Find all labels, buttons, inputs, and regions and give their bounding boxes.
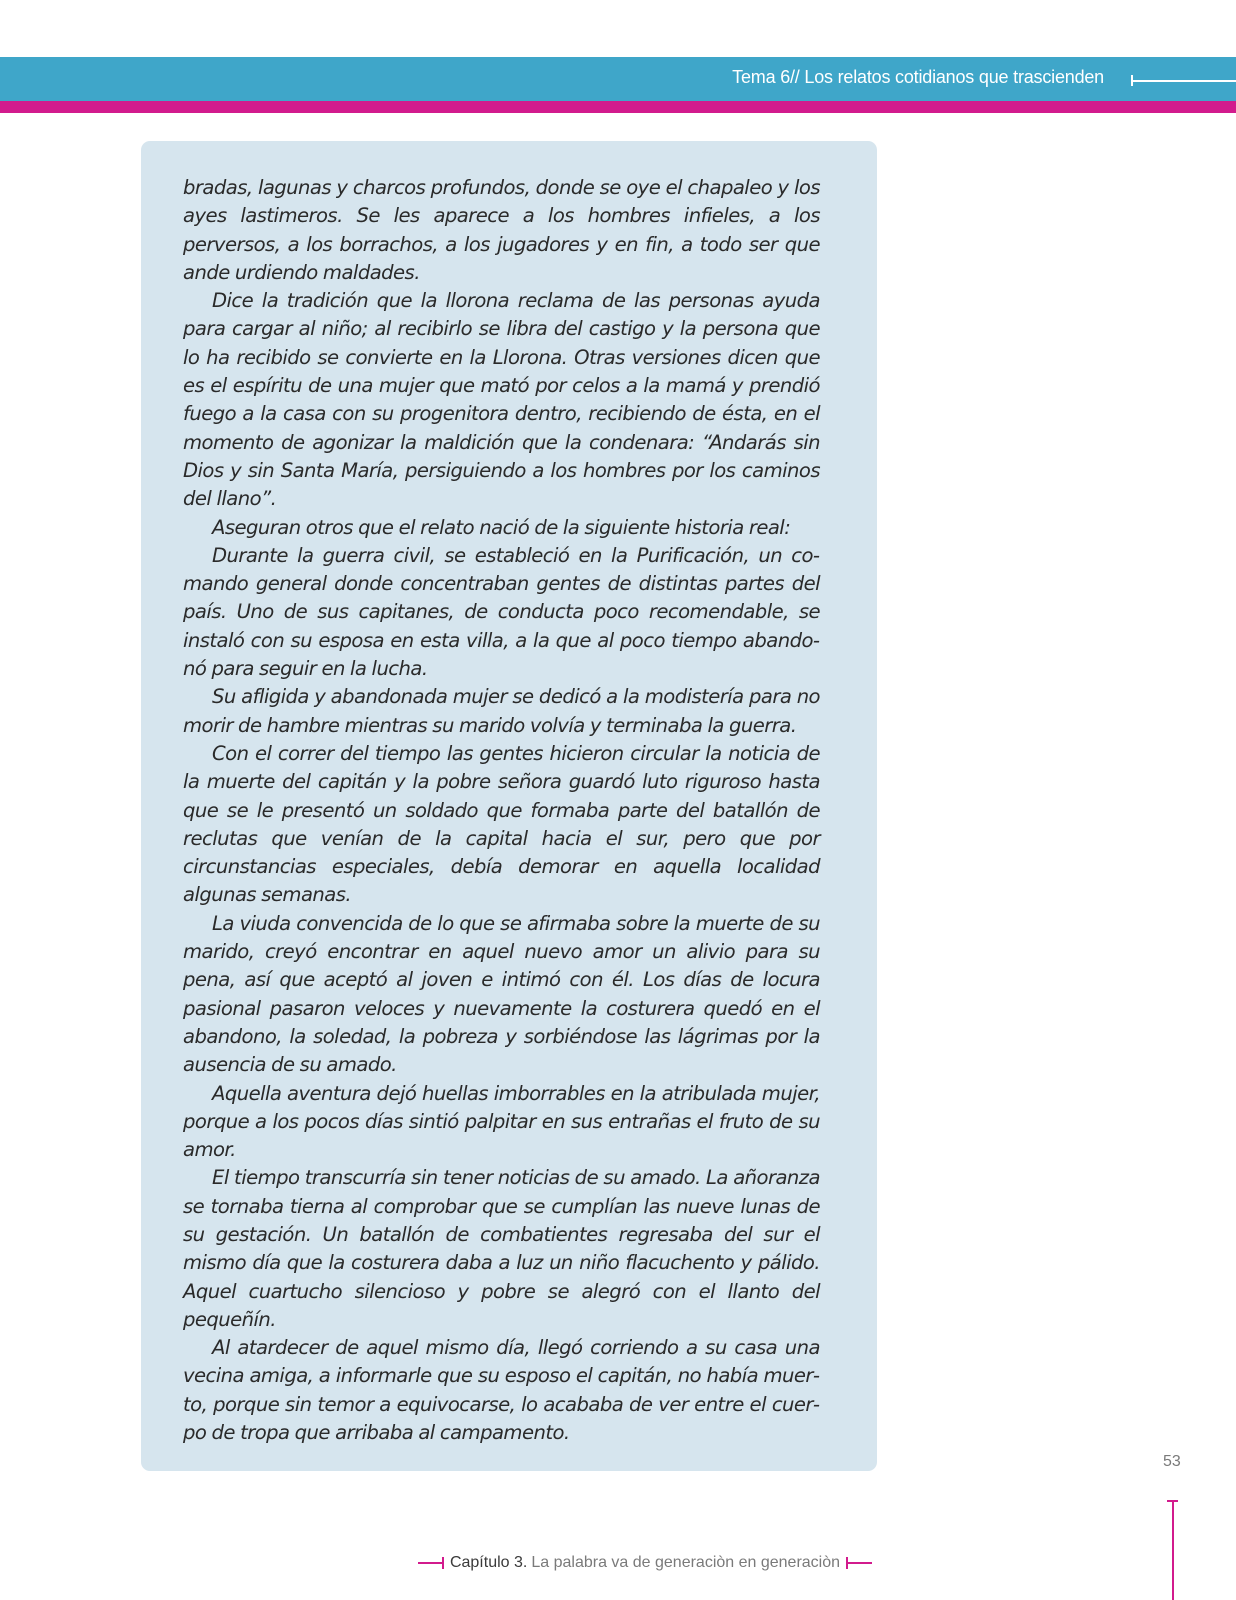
footer-rule-left [418,1562,444,1564]
page-number: 53 [1163,1453,1181,1470]
footer [0,1551,1236,1572]
story-paragraph: Dice la tradición que la llorona reclama de las personas ayuda para cargar al niño; al recibirlo se libra del castigo y la persona que lo ha recibido se convierte en la Llorona. Otras versiones dicen que es el espíritu de una mujer que mató por celos a la mamá y prendió fuego a la casa con su progenitora dentro, recibiendo de ésta, en el momento de agonizar la maldición que la condenara: “Andarás sin Dios y sin Santa María, persiguiendo a los hombres por los caminos del llano”. [183,289,820,511]
header-accent-stripe [0,101,1236,113]
story-paragraph: El tiempo transcurría sin tener noticias de su amado. La añoranza se tornaba tierna al comprobar que se cumplían las nueve lunas de su gestación. Un batallón de combatientes regresaba del sur el mismo día que la costurera daba a luz un niño flacuchento y pálido. Aquel cuartucho silencioso y pobre se alegró con el llanto del pequeñín. [183,1166,820,1331]
story-paragraph: Al atardecer de aquel mismo día, llegó corriendo a su casa una vecina amiga, a informarle que su esposo el capitán, no había muerto, porque sin temor a equivocarse, lo acababa de ver entre el cuerpo de tropa que arribaba al campamento. [183,1336,820,1445]
footer-chapter-label: Capítulo 3. [449,1554,528,1571]
footer-chapter-title: La palabra va de generaciòn en generaciòn [531,1554,841,1571]
story-paragraph: Aseguran otros que el relato nació de la siguiente historia real: [212,515,791,539]
story-text [183,174,820,1447]
story-paragraph: Aquella aventura dejó huellas imborrables en la atribulada mujer, porque a los pocos días sintió palpitar en sus entrañas el fruto de su amor. [183,1081,820,1162]
story-paragraph: Su afligida y abandonada mujer se dedicó a la modistería para no morir de hambre mientras su marido volvía y terminaba la guerra. [183,685,820,737]
story-paragraph: Con el correr del tiempo las gentes hicieron circular la noticia de la muerte del capitán y la pobre señora guardó luto riguroso hasta que se le presentó un soldado que formaba parte del batallón de reclutas que venían de la capital hacia el sur, pero que por circunstancias especiales, debía demorar en aquella localidad algunas semanas. [183,741,820,907]
footer-rule-right [846,1562,872,1564]
story-paragraph: La viuda convencida de lo que se afirmaba sobre la muerte de su marido, creyó encontrar en aquel nuevo amor un alivio para su pena, así que aceptó al joven e intimó con él. Los días de locura pasional pasaron veloces y nuevamente la costurera quedó en el abandono, la soledad, la pobreza y sorbiéndose las lágrimas por la ausencia de su amado. [183,911,820,1077]
story-paragraph: Durante la guerra civil, se estableció en la Purificación, un comando general donde concentraban gentes de distintas partes del país. Uno de sus capitanes, de conducta poco recomendable, se instaló con su esposa en esta villa, a la que al poco tiempo abandonó para seguir en la lucha. [183,543,820,681]
header-rule [1131,80,1236,82]
story-paragraph: bradas, lagunas y charcos profundos, donde se oye el chapaleo y los ayes lastimeros. Se les aparece a los hombres infieles, a los perversos, a los borrachos, a los jugadores y en fin, a todo ser que ande urdiendo maldades. [183,176,820,284]
side-rule [1172,1500,1174,1600]
running-title: Tema 6// Los relatos cotidianos que trascienden [732,67,1104,87]
